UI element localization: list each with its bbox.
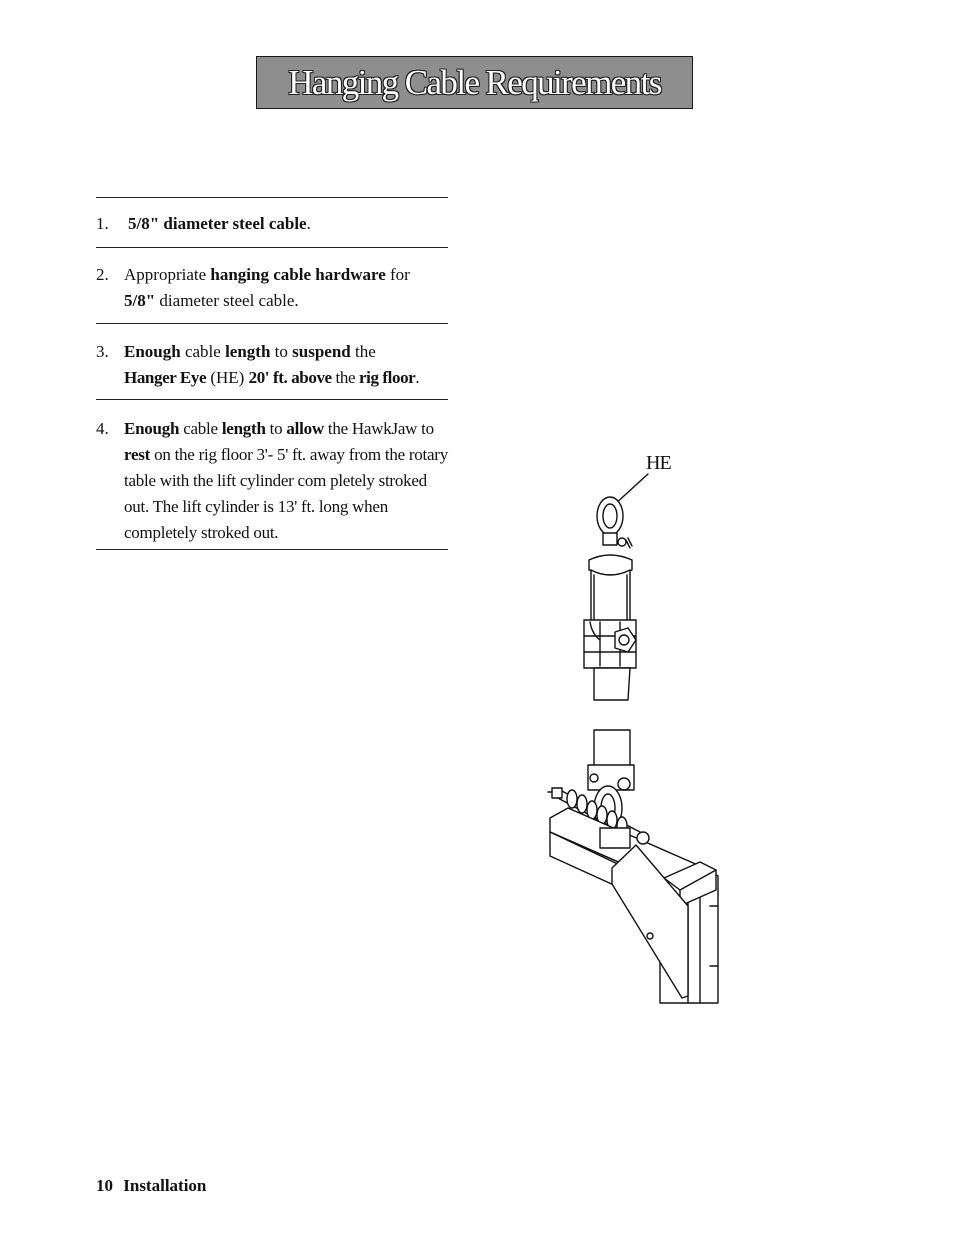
cable-stub-lower	[594, 730, 630, 770]
text-run: on the rig floor 3'- 5' ft. away from the rotary table with the lift cylinder com pletely stroked out. The lift cylinder is 13' ft. long when completely stroked out.	[124, 445, 448, 542]
text-run: for	[385, 265, 410, 284]
text-run: hanging cable hardware	[210, 265, 386, 284]
text-run: to	[265, 419, 287, 438]
text-run: 5/8" diameter steel cable	[128, 214, 307, 233]
requirement-number: 1.	[96, 214, 109, 233]
text-run: cable	[179, 419, 222, 438]
text-run: .	[415, 368, 420, 387]
text-run: the	[350, 342, 376, 361]
page-footer	[96, 1176, 212, 1196]
requirement-text	[124, 262, 448, 314]
section-name: Installation	[123, 1176, 207, 1195]
text-run: Enough	[124, 419, 180, 438]
text-run: Hanger Eye	[124, 368, 207, 387]
text-run: length	[221, 419, 266, 438]
title-banner	[256, 56, 693, 109]
text-run: length	[225, 342, 271, 361]
text-run: 20' ft. above	[248, 368, 332, 387]
text-run: rest	[124, 445, 151, 464]
requirement-text	[124, 339, 448, 391]
requirement-item-3	[96, 324, 448, 400]
requirement-number: 2.	[96, 265, 109, 284]
text-run: to	[270, 342, 293, 361]
upper-clevis	[584, 620, 636, 668]
swivel-body	[589, 555, 632, 625]
text-run: diameter steel cable.	[155, 291, 299, 310]
hanger-eye-illustration	[540, 470, 740, 1010]
requirement-number: 3.	[96, 342, 109, 361]
text-run: the	[331, 368, 359, 387]
text-run: 5/8"	[124, 291, 156, 310]
cable-stub-upper	[594, 668, 630, 700]
text-run: .	[306, 214, 311, 233]
hanger-eye-callout-label: HE	[646, 452, 671, 474]
page-title: Hanging Cable Requirements	[288, 62, 661, 102]
requirement-text	[128, 211, 448, 237]
requirement-item-2	[96, 248, 448, 324]
page-number: 10	[96, 1176, 113, 1195]
text-run: Appropriate	[124, 265, 211, 284]
requirement-item-1	[96, 198, 448, 248]
requirement-number: 4.	[96, 419, 109, 438]
hanger-eye-ring	[597, 497, 632, 548]
text-run: (HE)	[206, 368, 249, 387]
text-run: Enough	[124, 342, 181, 361]
text-run: cable	[180, 342, 226, 361]
text-run: suspend	[292, 342, 351, 361]
text-run: the HawkJaw to	[323, 419, 434, 438]
text-run: allow	[286, 419, 324, 438]
text-run: rig floor	[358, 368, 416, 387]
requirement-item-4	[96, 400, 448, 550]
requirements-list	[96, 197, 448, 550]
requirement-text	[124, 416, 448, 546]
callout-leader-line	[614, 474, 648, 505]
